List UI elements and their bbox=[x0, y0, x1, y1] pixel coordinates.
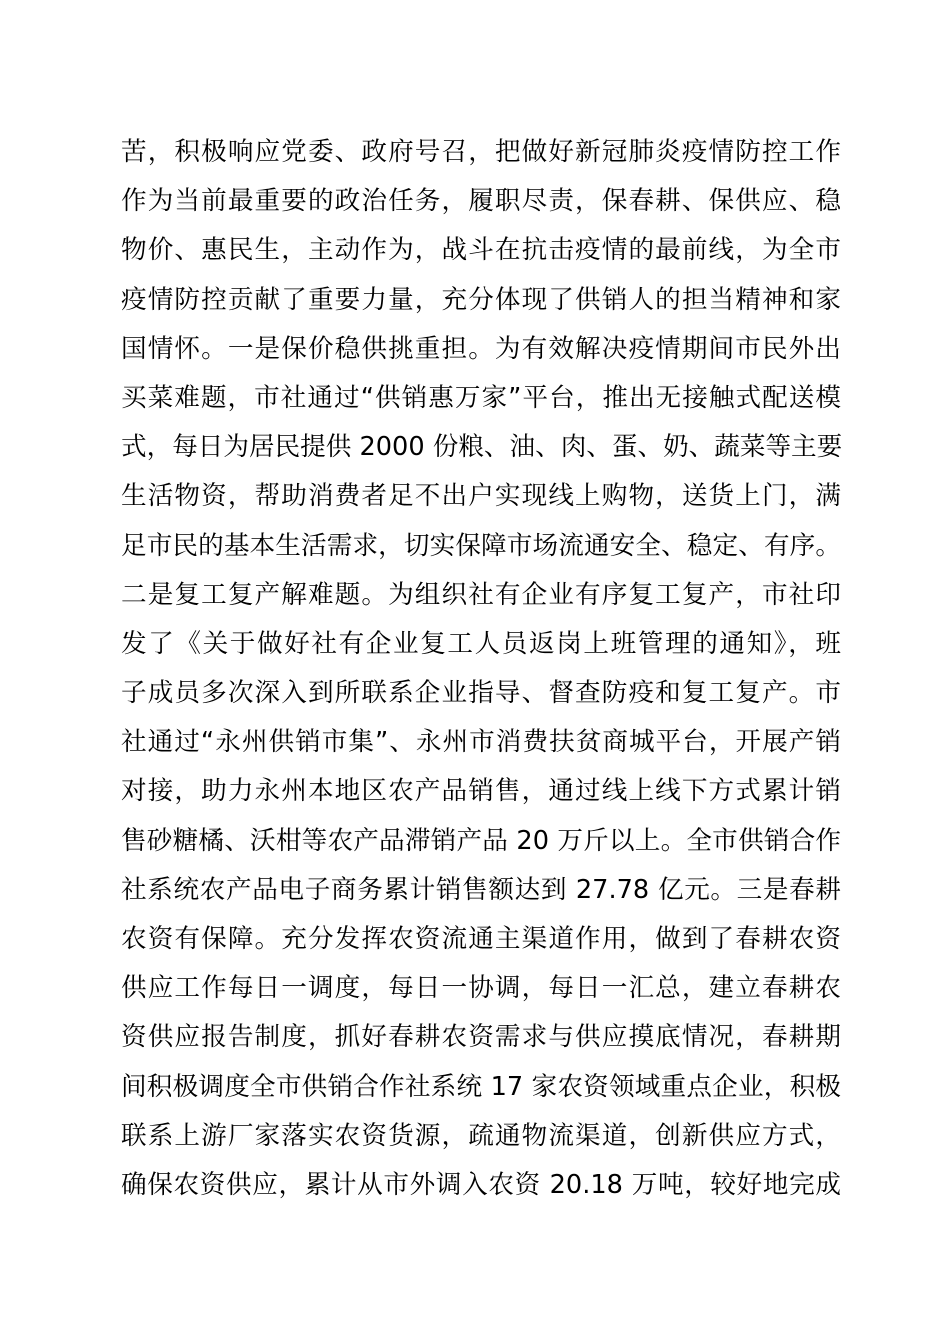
text-line: 子成员多次深入到所联系企业指导、督查防疫和复工复产。市 bbox=[121, 678, 841, 709]
text-line: 二是复工复产解难题。为组织社有企业有序复工复产，市社印 bbox=[121, 579, 841, 610]
text-line: 疫情防控贡献了重要力量，充分体现了供销人的担当精神和家 bbox=[121, 284, 841, 315]
text-line: 式，每日为居民提供 2000 份粮、油、肉、蛋、奶、蔬菜等主要 bbox=[121, 432, 843, 463]
text-line: 对接，助力永州本地区农产品销售，通过线上线下方式累计销 bbox=[121, 776, 841, 807]
text-line: 售砂糖橘、沃柑等农产品滞销产品 20 万斤以上。全市供销合作 bbox=[121, 825, 841, 856]
text-line: 确保农资供应，累计从市外调入农资 20.18 万吨，较好地完成 bbox=[121, 1169, 841, 1200]
text-line: 供应工作每日一调度，每日一协调，每日一汇总，建立春耕农 bbox=[121, 973, 841, 1004]
text-line: 社系统农产品电子商务累计销售额达到 27.78 亿元。三是春耕 bbox=[121, 874, 841, 905]
text-line: 社通过“永州供销市集”、永州市消费扶贫商城平台，开展产销 bbox=[121, 727, 841, 758]
text-line: 资供应报告制度，抓好春耕农资需求与供应摸底情况，春耕期 bbox=[121, 1022, 841, 1053]
body-text bbox=[121, 128, 841, 1210]
text-line: 苦，积极响应党委、政府号召，把做好新冠肺炎疫情防控工作 bbox=[121, 137, 841, 167]
text-line: 国情怀。一是保价稳供挑重担。为有效解决疫情期间市民外出 bbox=[121, 333, 841, 364]
text-line: 物价、惠民生，主动作为，战斗在抗击疫情的最前线，为全市 bbox=[121, 235, 841, 266]
text-line: 联系上游厂家落实农资货源，疏通物流渠道，创新供应方式， bbox=[121, 1120, 841, 1151]
text-line: 足市民的基本生活需求，切实保障市场流通安全、稳定、有序。 bbox=[121, 530, 841, 561]
text-line: 生活物资，帮助消费者足不出户实现线上购物，送货上门，满 bbox=[121, 481, 841, 512]
text-line: 买菜难题，市社通过“供销惠万家”平台，推出无接触式配送模 bbox=[121, 382, 841, 413]
text-line: 发了《关于做好社有企业复工人员返岗上班管理的通知》，班 bbox=[121, 628, 841, 659]
text-line: 作为当前最重要的政治任务，履职尽责，保春耕、保供应、稳 bbox=[121, 186, 841, 217]
text-line: 农资有保障。充分发挥农资流通主渠道作用，做到了春耕农资 bbox=[121, 924, 841, 954]
text-line: 间积极调度全市供销合作社系统 17 家农资领域重点企业，积极 bbox=[121, 1071, 841, 1102]
